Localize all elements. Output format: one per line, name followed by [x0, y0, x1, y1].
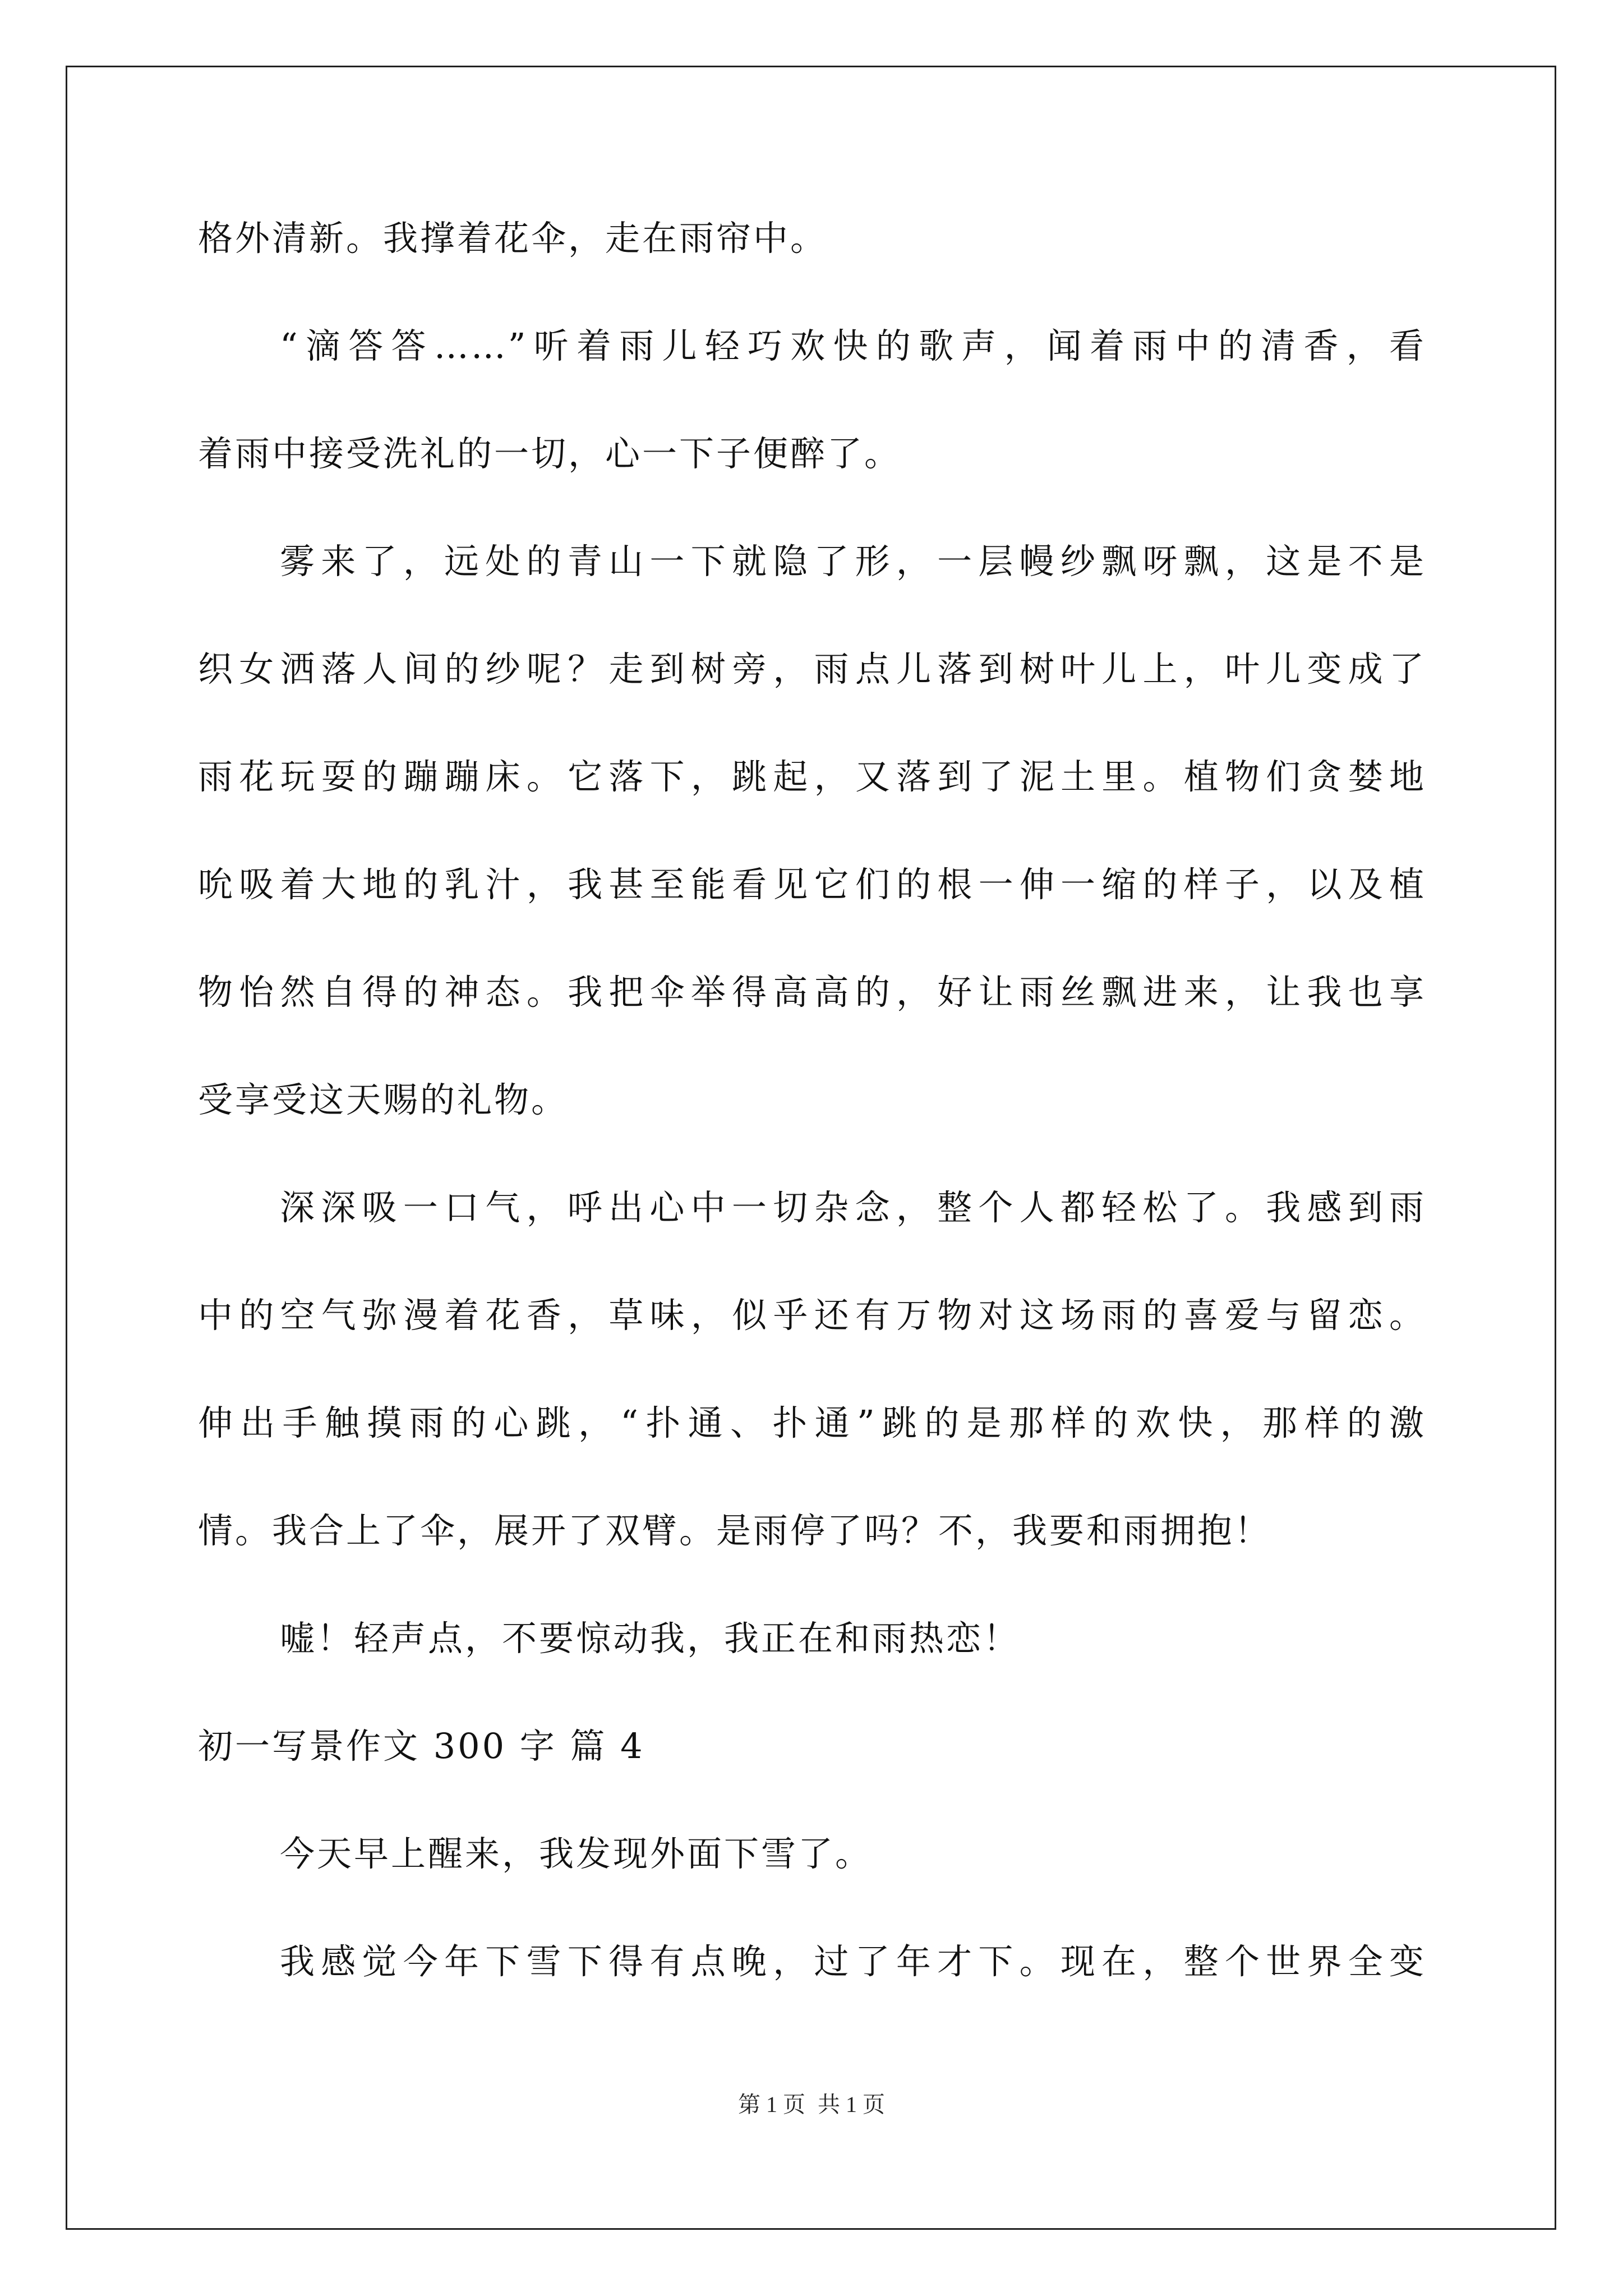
- text-line: 情。我合上了伞，展开了双臂。是雨停了吗？不，我要和雨拥抱！: [198, 1510, 1272, 1551]
- text-line: 织女洒落人间的纱呢？走到树旁，雨点儿落到树叶儿上，叶儿变成了: [198, 648, 1426, 689]
- section-heading: 初一写景作文 300 字 篇 4: [198, 1726, 645, 1766]
- text-line: 嘘！轻声点，不要惊动我，我正在和雨热恋！: [280, 1618, 1021, 1659]
- text-line: 着雨中接受洗礼的一切，心一下子便醉了。: [198, 433, 902, 474]
- text-line: 中的空气弥漫着花香，草味，似乎还有万物对这场雨的喜爱与留恋。: [198, 1295, 1426, 1336]
- text-line: 今天早上醒来，我发现外面下雪了。: [280, 1833, 873, 1874]
- page-footer: [0, 2088, 1623, 2122]
- text-line: 深深吸一口气，呼出心中一切杂念，整个人都轻松了。我感到雨: [280, 1187, 1426, 1228]
- text-line: 格外清新。我撑着花伞，走在雨帘中。: [198, 218, 828, 259]
- document-body: [198, 208, 1426, 2039]
- text-line: 雾来了，远处的青山一下就隐了形，一层幔纱飘呀飘，这是不是: [280, 541, 1426, 582]
- text-line: 物怡然自得的神态。我把伞举得高高的，好让雨丝飘进来，让我也享: [198, 972, 1426, 1013]
- text-line: 雨花玩耍的蹦蹦床。它落下，跳起，又落到了泥土里。植物们贪婪地: [198, 756, 1426, 797]
- text-line: 受享受这天赐的礼物。: [198, 1079, 569, 1120]
- text-line: 我感觉今年下雪下得有点晚，过了年才下。现在，整个世界全变: [280, 1941, 1426, 1982]
- page-number: 第 1 页: [738, 2092, 805, 2117]
- page-total: 共 1 页: [818, 2092, 885, 2117]
- text-line: “滴答答……”听着雨儿轻巧欢快的歌声，闻着雨中的清香，看: [280, 325, 1426, 366]
- text-line: 伸出手触摸雨的心跳，“扑通、扑通”跳的是那样的欢快，那样的激: [198, 1402, 1426, 1443]
- text-line: 吮吸着大地的乳汁，我甚至能看见它们的根一伸一缩的样子，以及植: [198, 864, 1426, 905]
